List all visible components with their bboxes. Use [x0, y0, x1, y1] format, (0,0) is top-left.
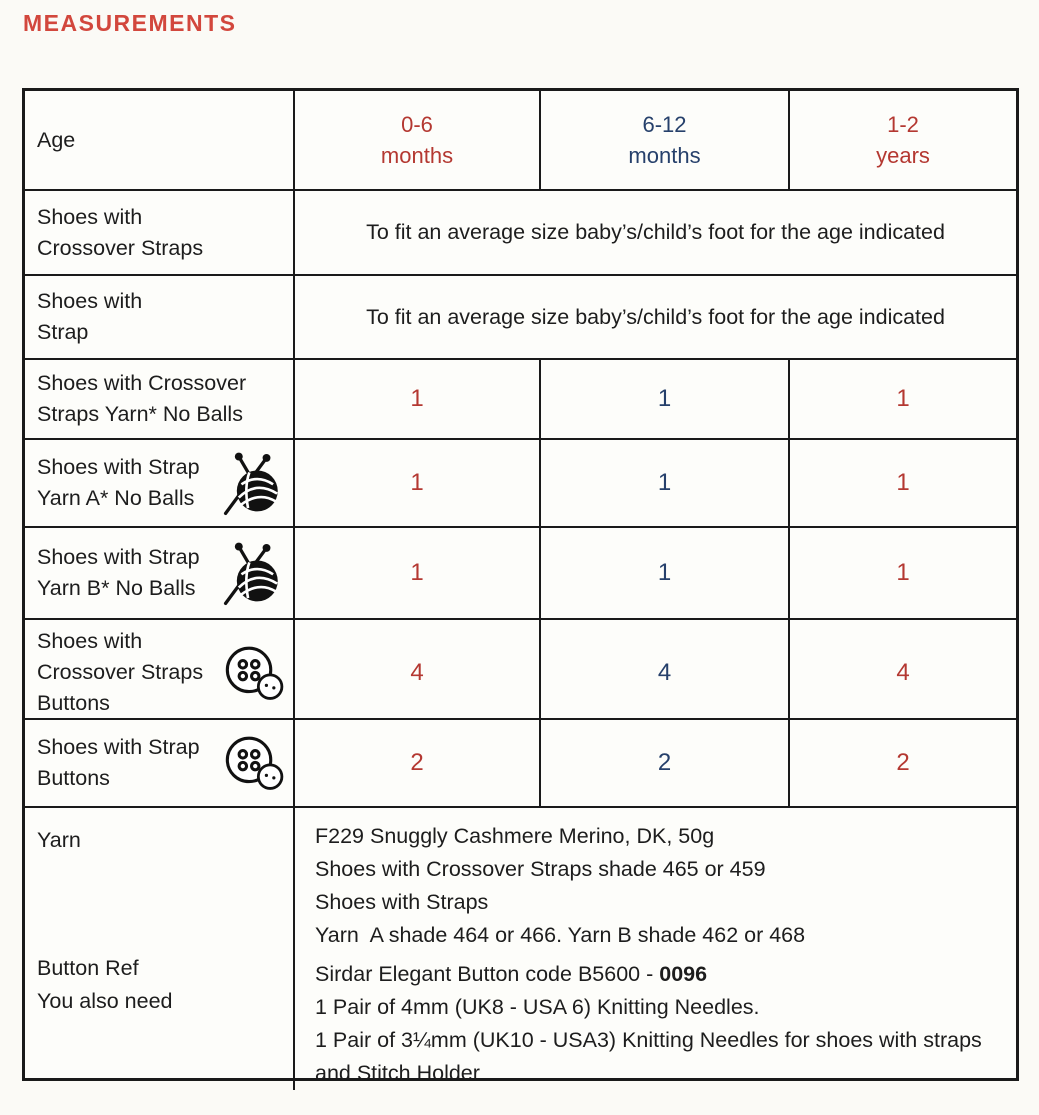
column-header-6-12-months: 6-12 months [539, 91, 788, 189]
yarn-ball-icon [219, 540, 285, 606]
row-label-cell: Shoes with Strap Yarn B* No Balls [25, 528, 293, 618]
value-cell: 2 [539, 720, 788, 806]
table-row-strap-yarn-b-balls [25, 526, 1016, 618]
button-icon [223, 735, 285, 791]
value-cell: 1 [539, 528, 788, 618]
value-cell: 2 [788, 720, 1016, 806]
table-header-row [25, 91, 1016, 189]
footer-details-cell [293, 808, 1016, 1090]
value-cell: 1 [293, 360, 539, 438]
needles-line: 1 Pair of 4mm (UK8 - USA 6) Knitting Needles. [315, 995, 760, 1019]
measurements-table [22, 88, 1019, 1085]
yarn-detail-line: Shoes with Straps [315, 890, 489, 914]
button-ref-label: Button Ref [37, 956, 139, 980]
value-cell: 1 [788, 360, 1016, 438]
column-header-0-6-months: 0-6 months [293, 91, 539, 189]
table-row-strap-fit [25, 274, 1016, 358]
row-label-cell: Shoes with Crossover Straps Buttons [25, 620, 293, 725]
you-also-need-label: You also need [37, 989, 173, 1013]
row-label-cell: Shoes with Strap Buttons [25, 720, 293, 806]
button-icon [223, 645, 285, 701]
fit-note: To fit an average size baby’s/child’s foot for the age indicated [366, 220, 945, 244]
fit-note-cell [293, 276, 1016, 358]
row-label-cell: Shoes with Strap [37, 289, 143, 344]
value-cell: 1 [293, 528, 539, 618]
needles-line: 1 Pair of 3¼mm (UK10 - USA3) Knitting Needles for shoes with straps and Stitch Holder [315, 1028, 988, 1085]
fit-note: To fit an average size baby’s/child’s foot for the age indicated [366, 304, 945, 329]
age-label: Age [37, 127, 76, 152]
footer-labels-cell [25, 808, 293, 1090]
value-cell: 4 [788, 620, 1016, 725]
yarn-detail-line: Shoes with Crossover Straps shade 465 or 459 [315, 857, 766, 881]
column-header-1-2-years: 1-2 years [788, 91, 1016, 189]
table-row-strap-buttons [25, 718, 1016, 806]
age-header-cell [25, 91, 293, 189]
page-title: MEASUREMENTS [23, 10, 237, 36]
yarn-ball-icon [219, 450, 285, 516]
row-label-cell: Shoes with Crossover Straps Yarn* No Balls [37, 371, 247, 426]
value-cell: 1 [788, 440, 1016, 526]
yarn-label: Yarn [37, 828, 81, 852]
table-row-strap-yarn-a-balls [25, 438, 1016, 526]
value-cell: 4 [293, 620, 539, 725]
table-row-crossover-yarn-balls [25, 358, 1016, 438]
table-row-crossover-buttons [25, 618, 1016, 718]
table-row-crossover-straps-fit [25, 189, 1016, 274]
yarn-detail-line: F229 Snuggly Cashmere Merino, DK, 50g [315, 824, 715, 848]
value-cell: 1 [293, 440, 539, 526]
row-label-cell: Shoes with Crossover Straps [37, 204, 204, 260]
button-ref-line: Sirdar Elegant Button code B5600 - 0096 [315, 962, 708, 986]
value-cell: 1 [539, 360, 788, 438]
yarn-detail-line: Yarn A shade 464 or 466. Yarn B shade 462 or 468 [315, 923, 806, 947]
fit-note-cell [293, 191, 1016, 274]
value-cell: 1 [788, 528, 1016, 618]
value-cell: 2 [293, 720, 539, 806]
table-row-yarn-info [25, 806, 1016, 1085]
row-label-cell: Shoes with Strap Yarn A* No Balls [25, 440, 293, 526]
value-cell: 4 [539, 620, 788, 725]
value-cell: 1 [539, 440, 788, 526]
